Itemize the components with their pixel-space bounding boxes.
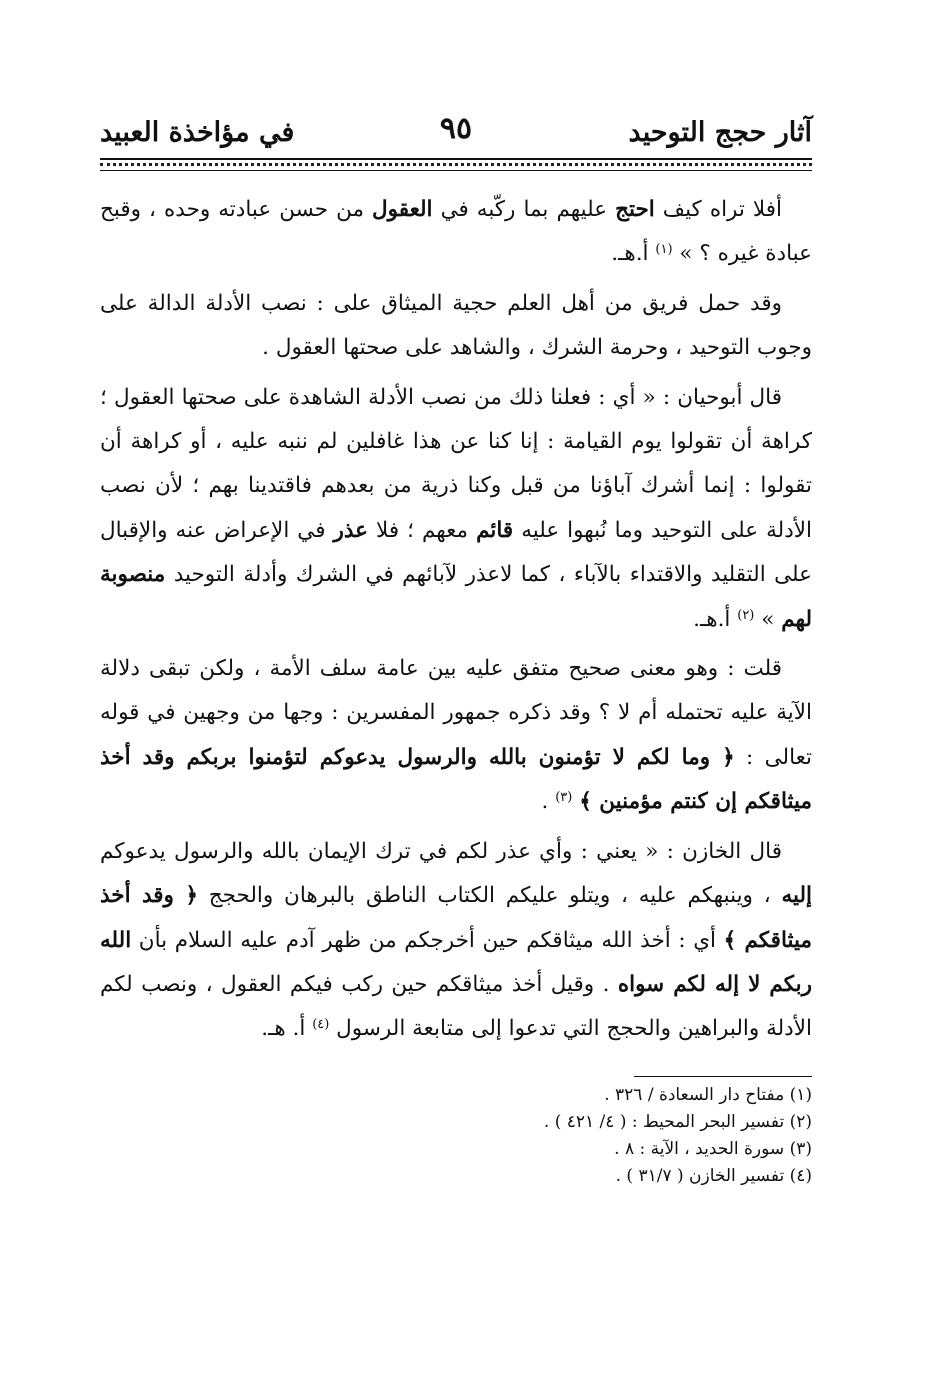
bold-text: احتج [615,197,655,222]
bold-text: قائم [476,517,514,543]
header-rule-dotted [100,163,812,166]
text-run: قال الخازن : « يعني : وأي عذر لكم في ترك الإيمان بالله والرسول يدعوكم [100,838,782,864]
text-run: أ.هـ. [611,241,656,267]
bold-text: إليه [781,883,812,909]
quran-verse: ﴿ وما لكم لا تؤمنون بالله والرسول يدعوكم لتؤمنوا بربكم وقد أخذ ميثاقكم إن كنتم مؤمنين ﴾ [100,744,812,815]
main-text [100,188,812,1052]
quran-verse: ﴿ وقد أخذ ميثاقكم ﴾ [100,883,812,953]
paragraph-3 [100,376,812,642]
paragraph-5 [100,830,812,1052]
text-run: » [761,606,782,632]
text-run: قلت : وهو معنى صحيح متفق عليه بين عامة سلف الأمة ، ولكن تبقى دلالة الآية عليه تحتمله أم لا ؟ وقد ذكره جمهور المفسرين : وجها من وجهين في قوله تعالى : [100,656,812,770]
header-chapter-title: في مؤاخذة العبيد [100,117,295,148]
book-page [100,0,812,1376]
text-run: أي : أخذ الله ميثاقكم حين أخرجكم من ظهر آدم عليه السلام بأن [131,927,724,953]
text-run: من حسن عبادته وحده ، وقبح عبادة غيره ؟ » [100,197,812,267]
paragraph-4 [100,647,812,825]
paragraph-2: وقد حمل فريق من أهل العلم حجية الميثاق على : نصب الأدلة الدالة على وجوب التوحيد ، وحرمة الشرك ، والشاهد على صحتها العقول . [100,290,812,361]
text-run: قال أبوحيان : « أي : فعلنا ذلك من نصب الأدلة الشاهدة على صحتها العقول ؛ كراهة أن تقولوا يوم القيامة : إنا كنا عن هذا غافلين لم ننبه عليه ، أو كراهة أن تقولوا : إنما أشرك آباؤنا من قبل وكنا ذرية من بعدهم فاقتدينا بهم ؛ لأن نصب الأدلة على التوحيد وما نُبهوا عليه [100,384,812,543]
footnotes [100,1082,812,1190]
text-run: . وقيل أخذ ميثاقكم حين ركب فيكم العقول ، ونصب لكم الأدلة والبراهين والحجج التي تدعوا إلى متابعة الرسول [100,971,812,1042]
footnote-3: (٣) سورة الحديد ، الآية : ٨ . [614,1139,812,1159]
text-run: عليهم بما ركّبه في [432,197,616,222]
header-rule-bottom [100,170,812,171]
footnote-separator [634,1076,812,1077]
header-book-title: آثار حجج التوحيد [628,117,812,148]
running-header [100,110,812,156]
text-run: ، وينبهكم عليه ، ويتلو عليكم الكتاب الناطق بالبرهان والحجج [197,883,782,909]
footnote-ref-3[interactable]: (٣) [555,790,573,806]
bold-text: عذر [333,517,368,543]
text-run: أ. هـ. [261,1016,313,1042]
bold-text: منصوبة لهم [100,562,812,632]
footnote-ref-2[interactable]: (٢) [737,607,755,623]
footnote-4: (٤) تفسير الخازن ( ٣١/٧ ) . [615,1166,812,1186]
header-rule-top [100,158,812,160]
text-run: أفلا تراه كيف [654,197,783,222]
footnote-ref-4[interactable]: (٤) [312,1017,330,1033]
text-run: أ.هـ. [693,606,738,632]
bold-text: الله ربكم لا إله لكم سواه [100,927,812,997]
footnote-1: (١) مفتاح دار السعادة / ٣٢٦ . [604,1085,812,1105]
text-run: معهم ؛ فلا [368,517,477,543]
bold-text: العقول [372,197,433,222]
text-run: في الإعراض عنه والإقبال على التقليد والاقتداء بالآباء ، كما لاعذر لآبائهم في الشرك وأدلة التوحيد [100,517,812,588]
paragraph-1 [100,188,812,277]
footnote-2: (٢) تفسير البحر المحيط : ( ٤/ ٤٢١ ) . [543,1112,812,1132]
footnote-ref-1[interactable]: (١) [655,242,673,258]
page-number: ٩٥ [439,111,473,146]
text-run: . [541,789,556,815]
